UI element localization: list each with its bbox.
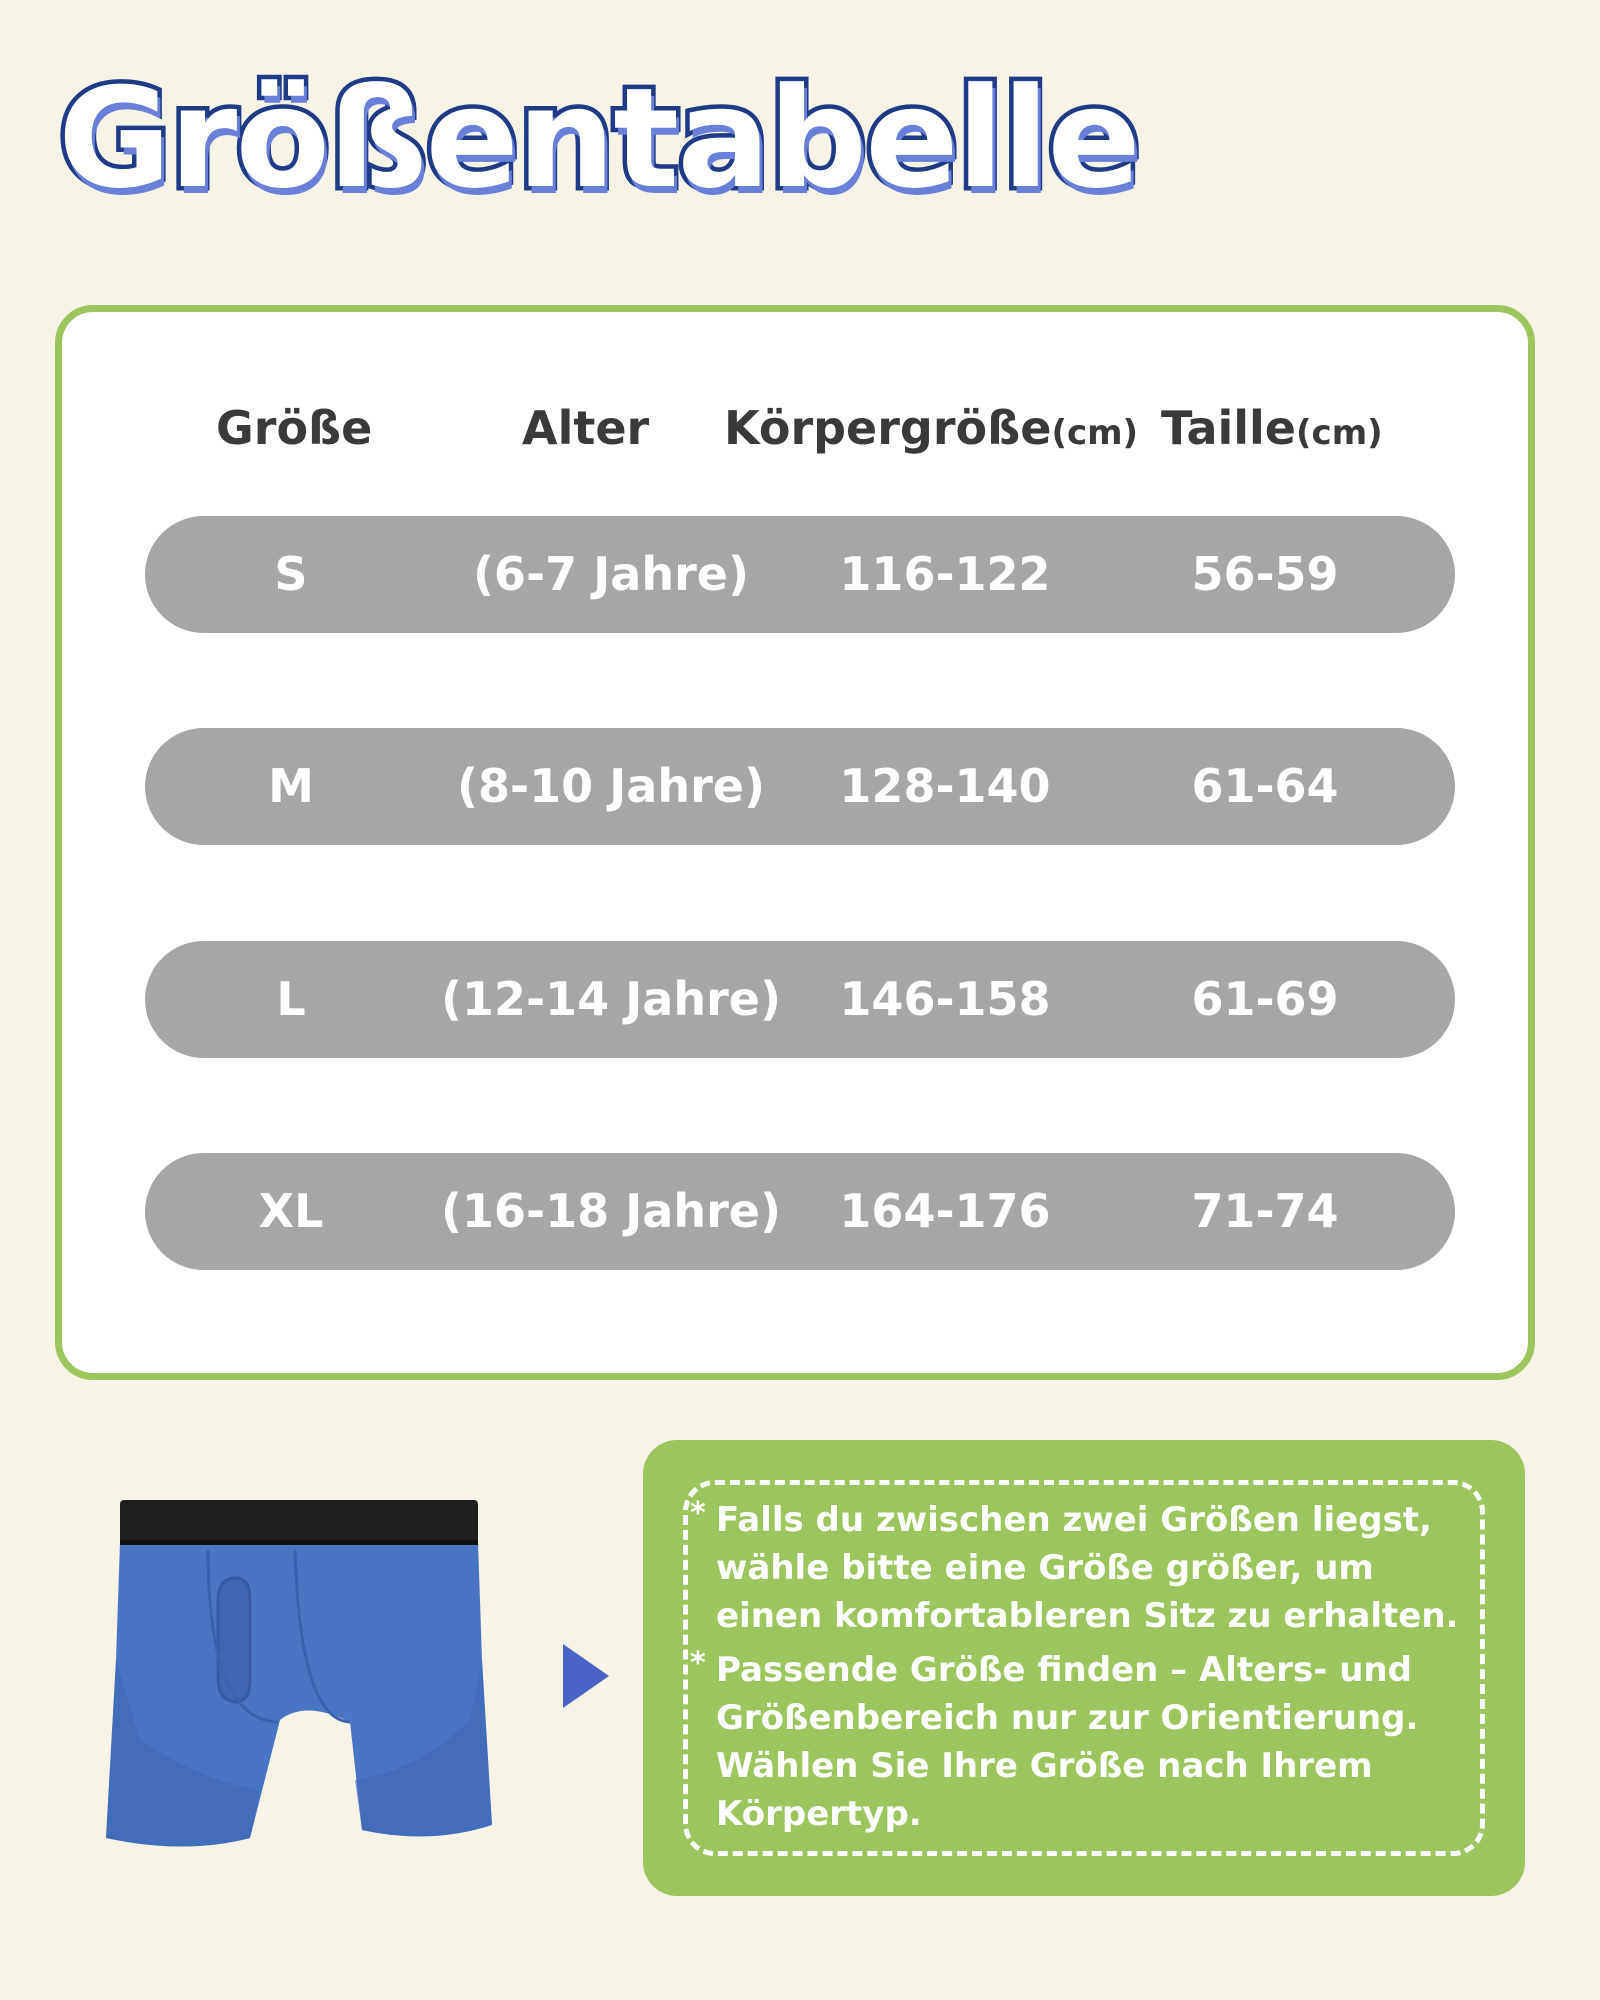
header-age: Alter [522,401,650,455]
cell-waist: 56-59 [1191,547,1339,601]
note-text: Passende Größe finden – Alters- und Größenbereich nur zur Orientierung. Wählen Sie Ihre Größe nach Ihrem Körpertyp. [716,1650,1419,1834]
cell-age: (16-18 Jahre) [441,1184,781,1238]
cell-height: 128-140 [839,759,1051,813]
cell-height: 164-176 [839,1184,1051,1238]
cell-waist: 61-69 [1191,972,1339,1026]
note-item [690,1646,1476,1838]
cell-size: XL [258,1184,324,1238]
notes-box [643,1440,1525,1896]
header-size: Größe [216,401,373,455]
header-height: Körpergröße(cm) [724,401,1139,455]
boxer-briefs-image [100,1490,500,1860]
cell-waist: 61-64 [1191,759,1339,813]
note-star: * [690,1496,706,1531]
cell-size: L [276,972,306,1026]
cell-size: M [268,759,314,813]
cell-waist: 71-74 [1191,1184,1339,1238]
header-waist-unit: (cm) [1296,413,1383,453]
cell-size: S [274,547,308,601]
cell-height: 146-158 [839,972,1051,1026]
cell-age: (8-10 Jahre) [457,759,765,813]
play-arrow-icon [563,1644,609,1708]
header-waist: Taille(cm) [1161,401,1383,455]
table-row [145,728,1455,845]
note-text: Falls du zwischen zwei Größen liegst, wähle bitte eine Größe größer, um einen komfortableren Sitz zu erhalten. [716,1500,1459,1636]
page-title: Größentabelle [58,58,1139,219]
note-item [690,1496,1476,1640]
note-star: * [690,1646,706,1681]
header-height-unit: (cm) [1051,413,1139,453]
cell-age: (6-7 Jahre) [473,547,749,601]
table-row [145,1153,1455,1270]
cell-height: 116-122 [839,547,1051,601]
table-row [145,941,1455,1058]
cell-age: (12-14 Jahre) [441,972,781,1026]
table-row [145,516,1455,633]
